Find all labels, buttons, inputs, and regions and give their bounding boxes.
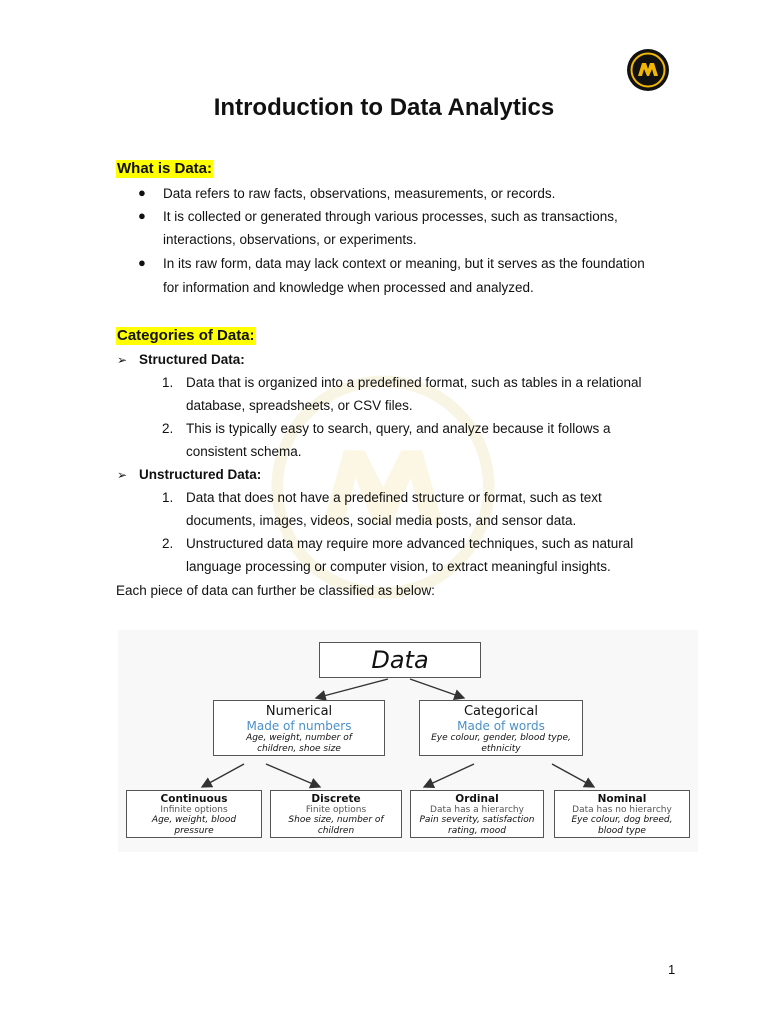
list-item: This is typically easy to search, query, and analyze because it follows a — [186, 421, 611, 436]
categorical-title: Categorical — [463, 704, 539, 719]
structured-data-label: Structured Data: — [139, 352, 245, 367]
diagram-root-box — [319, 642, 481, 678]
discrete-examples: children — [317, 825, 355, 836]
numerical-title: Numerical — [265, 704, 333, 719]
brand-logo — [626, 48, 670, 92]
closing-sentence: Each piece of data can further be classified as below: — [116, 583, 435, 598]
bullet-icon: ● — [138, 208, 146, 223]
arrow-data-to-numerical — [316, 679, 388, 698]
ordinal-examples: rating, mood — [448, 825, 506, 836]
nominal-examples: Eye colour, dog breed, — [571, 815, 673, 825]
nominal-box — [554, 790, 690, 838]
list-number: 2. — [162, 536, 174, 551]
numerical-examples: Age, weight, number of — [246, 733, 352, 743]
list-number: 1. — [162, 375, 174, 390]
discrete-examples: Shoe size, number of — [288, 815, 384, 825]
list-item-continuation: documents, images, videos, social media posts, and sensor data. — [186, 513, 577, 528]
categorical-examples: ethnicity — [481, 743, 521, 754]
page-number: 1 — [668, 962, 676, 977]
bullet-icon: ● — [138, 185, 146, 200]
section-heading-what-is-data: What is Data: — [117, 160, 213, 177]
discrete-title: Discrete — [311, 793, 361, 805]
categorical-subtitle: Made of words — [457, 719, 545, 733]
arrow-categorical-to-ordinal — [424, 764, 474, 787]
list-item: Data that does not have a predefined structure or format, such as text — [186, 490, 602, 505]
nominal-title: Nominal — [597, 793, 647, 805]
continuous-examples: Age, weight, blood — [151, 815, 237, 825]
arrow-numerical-to-continuous — [202, 764, 244, 787]
list-item: Data that is organized into a predefined format, such as tables in a relational — [186, 375, 642, 390]
list-item: Data refers to raw facts, observations, measurements, or records. — [163, 186, 556, 201]
continuous-box — [126, 790, 262, 838]
numerical-examples: children, shoe size — [257, 743, 341, 754]
list-number: 1. — [162, 490, 174, 505]
numerical-subtitle: Made of numbers — [246, 719, 352, 733]
discrete-box — [270, 790, 402, 838]
arrow-bullet-icon: ➢ — [117, 353, 128, 367]
ordinal-subtitle: Data has a hierarchy — [430, 805, 524, 815]
list-item: Unstructured data may require more advanced techniques, such as natural — [186, 536, 634, 551]
list-item-continuation: for information and knowledge when processed and analyzed. — [163, 280, 534, 295]
ordinal-examples: Pain severity, satisfaction — [419, 815, 535, 825]
nominal-subtitle: Data has no hierarchy — [572, 805, 672, 815]
list-item-continuation: interactions, observations, or experiments. — [163, 232, 417, 247]
arrow-numerical-to-discrete — [266, 764, 320, 787]
unstructured-data-label: Unstructured Data: — [139, 467, 262, 482]
arrow-bullet-icon: ➢ — [117, 468, 128, 482]
arrow-data-to-categorical — [410, 679, 464, 698]
page-title: Introduction to Data Analytics — [213, 94, 555, 121]
categorical-box — [419, 700, 583, 756]
list-item: In its raw form, data may lack context or meaning, but it serves as the foundation — [163, 256, 645, 271]
arrow-categorical-to-nominal — [552, 764, 594, 787]
list-item-continuation: consistent schema. — [186, 444, 302, 459]
continuous-subtitle: Infinite options — [160, 805, 228, 815]
bullet-icon: ● — [138, 255, 146, 270]
ordinal-title: Ordinal — [455, 793, 499, 805]
section-heading-categories: Categories of Data: — [117, 327, 255, 344]
list-item-continuation: database, spreadsheets, or CSV files. — [186, 398, 413, 413]
diagram-root-label: Data — [371, 646, 429, 674]
list-number: 2. — [162, 421, 174, 436]
numerical-box — [213, 700, 385, 756]
categorical-examples: Eye colour, gender, blood type, — [431, 733, 571, 743]
list-item-continuation: language processing or computer vision, to extract meaningful insights. — [186, 559, 611, 574]
continuous-title: Continuous — [160, 793, 228, 805]
discrete-subtitle: Finite options — [305, 805, 367, 815]
continuous-examples: pressure — [174, 825, 214, 836]
list-item: It is collected or generated through various processes, such as transactions, — [163, 209, 618, 224]
ordinal-box — [410, 790, 544, 838]
nominal-examples: blood type — [598, 825, 646, 836]
data-classification-diagram — [118, 630, 698, 852]
